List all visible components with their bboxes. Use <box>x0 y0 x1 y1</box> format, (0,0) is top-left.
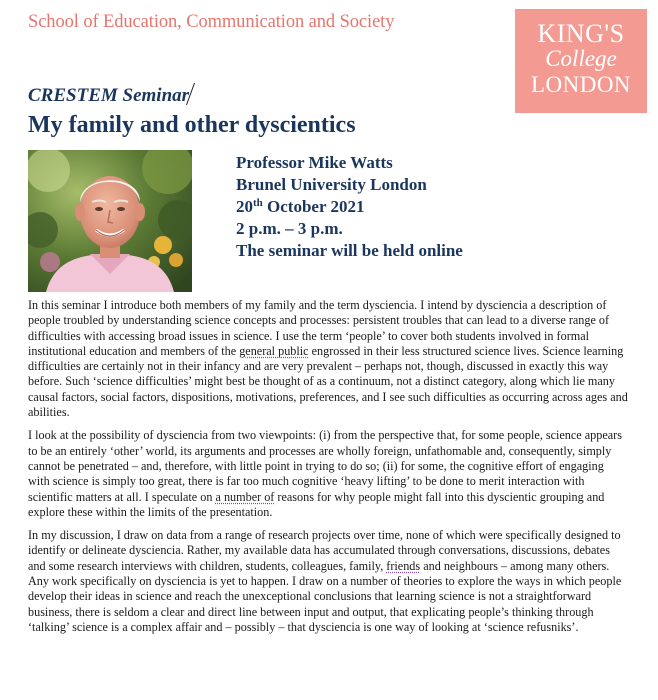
p3-text-b: and neighbours – among many others. Any work specifically on dysciencia is yet to happen. I draw on a number of theories to explore the ways in which people develop their ideas in science and reach the unexceptional conclusions that learning science is not a straightforward business, there is seldom a clear and direct line between input and output, that explicating people’s thinking through ‘talking’ science is a complex affair and – possibly – that dysciencia is one way of looking at ‘science refusniks’. <box>28 558 622 634</box>
logo-line-1: KING'S <box>537 19 625 48</box>
date-day: 20 <box>236 197 253 216</box>
speaker-photo <box>28 150 192 292</box>
p2-text-b: reasons for why people might fall into this dyscientic grouping and explore these within the limits of the presentation. <box>28 489 605 519</box>
seminar-series <box>28 83 191 107</box>
date-month-year: October 2021 <box>262 197 365 216</box>
date-suffix: th <box>253 197 263 209</box>
speaker-affiliation: Brunel University London <box>236 175 427 194</box>
p2-text-a: I look at the possibility of dysciencia from two viewpoints: (i) from the perspective that, for some people, science appears to be an entirely ‘other’ world, its arguments and processes are wholly foreign, unfathomable and, consequently, simply cannot be penetrated – and, therefore, with little point in trying to do so; (ii) for some, the cognitive effort of engaging with science is simply too great, there is far too much cognitive ‘heavy lifting’ to be done to merit interaction with scientific matters at all. I speculate on <box>28 428 622 504</box>
seminar-venue: The seminar will be held online <box>236 241 463 260</box>
seminar-time: 2 p.m. – 3 p.m. <box>236 219 343 238</box>
logo-line-2: College <box>545 46 617 71</box>
p3-spellcheck-word: friends <box>386 558 421 573</box>
school-name: School of Education, Communication and Society <box>28 12 395 32</box>
seminar-series-label: CRESTEM Seminar <box>28 85 190 106</box>
abstract-paragraph-2 <box>28 428 628 520</box>
p3-text-a: In my discussion, I draw on data from a range of research projects over time, none of which were specifically designed to identify or delineate dysciencia. Rather, my available data has accumulated through conversations, discussions, debates and some research interviews with children, students, colleagues, family, <box>28 528 621 573</box>
p1-text-b: engrossed in their less structured science lives. Science learning difficulties are certainly not in their infancy and are very prevalent – perhaps not, though, discussed in exactly this way before. Such ‘science difficulties’ might best be thought of as a continuum, not a distinct category, along which lie many causal factors, social factors, dispositions, motivations, preferences, and I see such difficulties as occurring across ages and abilities. <box>28 343 628 420</box>
speaker-name: Professor Mike Watts <box>236 153 393 172</box>
speaker-portrait-image <box>28 150 192 292</box>
speaker-details <box>236 152 463 262</box>
abstract-paragraph-3 <box>28 528 628 635</box>
p2-spellcheck-phrase: a number of <box>215 489 275 504</box>
seminar-title: My family and other dyscientics <box>28 112 356 138</box>
seminar-date <box>236 196 463 218</box>
logo-line-3: LONDON <box>530 72 632 97</box>
kings-college-london-logo <box>515 9 647 113</box>
p1-spellcheck-phrase: general public <box>239 343 309 358</box>
abstract <box>28 298 628 643</box>
p1-text-a: In this seminar I introduce both members of my family and the term dysciencia. I intend by dysciencia a description of people troubled by understanding science concepts and processes: persistent troubles that can lead to a diverse range of difficulties with accessing broad issues in science. I use the term ‘people’ to cover both students involved in formal institutional education and members of the <box>28 298 610 358</box>
abstract-paragraph-1 <box>28 298 628 420</box>
